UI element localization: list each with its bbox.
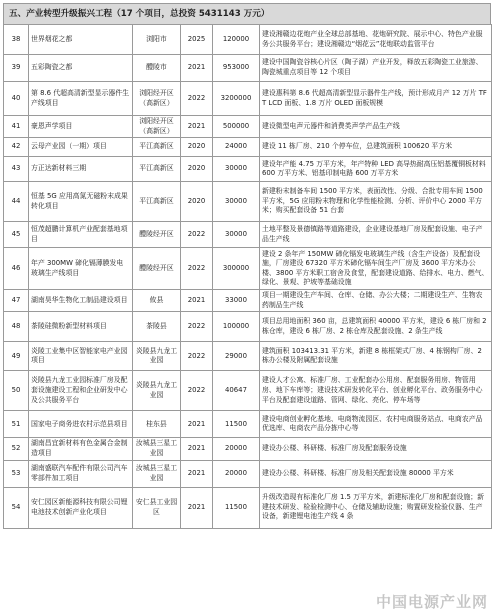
project-location: 平江高新区: [133, 157, 181, 182]
project-location: 汝城县三星工业园: [133, 460, 181, 487]
project-name: 恒茂超鹏计算机产业配套基地项目: [29, 222, 133, 248]
project-location: 浏阳经开区（高新区）: [133, 82, 181, 116]
project-investment: 30000: [213, 157, 260, 182]
project-investment: 30000: [213, 222, 260, 248]
project-description: 项目一期建设生产车间、仓库、仓储、办公大楼；二期建设生产、生物农药制品生产线: [260, 290, 492, 312]
row-number: 52: [4, 438, 29, 460]
project-description: 建设湘赣边花炮产业全球总部基地、花炮研究院、展示中心、特色产业服务公共服务平台；建设湘赣边“烟花云”花炮联动监管平台: [260, 25, 492, 55]
project-investment: 29000: [213, 342, 260, 371]
project-name: 五彩陶瓷之都: [29, 55, 133, 82]
project-description: 建设 2 条年产 150MW 碲化镉发电玻璃生产线（含生产设备）及配套设施，厂房建设 67320 平方米碲化镉车间生产厂房及 3600 平方米办公楼、3800 平方米职工宿舍及食堂，配套建设道路、给排水、电力、燃气、绿化、景观、护坡等基础设施: [260, 248, 492, 290]
project-name: 湖南昊华生物化工制品建设项目: [29, 290, 133, 312]
table-row: [4, 25, 492, 55]
project-name: 恒基 5G 应用高氮无磁粉末成果转化项目: [29, 182, 133, 222]
project-location: 平江高新区: [133, 182, 181, 222]
project-description: 新建粉末制备车间 1500 平方米，表面改性、分级、合批专用车间 1500 平方米，5G 应用粉末物理和化学性能检测、分析、评价中心 2000 平方米；购买配套设备 51 台套: [260, 182, 492, 222]
project-year: 2021: [181, 438, 213, 460]
table-row: [4, 411, 492, 438]
project-investment: 24000: [213, 138, 260, 157]
row-number: 53: [4, 460, 29, 487]
project-investment: 30000: [213, 182, 260, 222]
project-description: 建设办公楼、科研楼、标准厂房及配套服务设施: [260, 438, 492, 460]
table-row: [4, 138, 492, 157]
project-description: 建设电商创业孵化基地、电商物流园区、农村电商服务站点、电商农产品优选库、电商农产品分拣中心等: [260, 411, 492, 438]
project-year: 2025: [181, 25, 213, 55]
project-year: 2020: [181, 157, 213, 182]
project-description: 建设微型电声元器件和消费类声学产品生产线: [260, 116, 492, 138]
project-investment: 120000: [213, 25, 260, 55]
project-year: 2022: [181, 82, 213, 116]
section-title: 五、产业转型升级振兴工程（17 个项目，总投资 5431143 万元）: [3, 3, 491, 25]
project-year: 2021: [181, 55, 213, 82]
project-location: 炎陵县九龙工业园: [133, 371, 181, 411]
project-year: 2022: [181, 222, 213, 248]
row-number: 40: [4, 82, 29, 116]
project-year: 2020: [181, 138, 213, 157]
project-year: 2021: [181, 460, 213, 487]
row-number: 50: [4, 371, 29, 411]
row-number: 51: [4, 411, 29, 438]
project-name: 湖南盛联汽车配件有限公司汽车零部件加工项目: [29, 460, 133, 487]
project-description: 建设办公楼、科研楼、标准厂房及相关配套设施 80000 平方米: [260, 460, 492, 487]
project-investment: 953000: [213, 55, 260, 82]
table-row: [4, 222, 492, 248]
project-description: 项目总用地面积 360 亩，总建筑面积 40000 平方米，建设 6 栋厂房和 2 栋仓库，建设 6 栋厂房、2 栋仓库及配套设施、2 条生产线: [260, 312, 492, 342]
table-row: [4, 460, 492, 487]
project-name: 炎陵工业集中区智能家电产业园项目: [29, 342, 133, 371]
watermark: 中国电源产业网: [375, 593, 488, 611]
project-year: 2021: [181, 116, 213, 138]
row-number: 49: [4, 342, 29, 371]
project-location: 浏阳市: [133, 25, 181, 55]
project-location: 醴陵市: [133, 55, 181, 82]
project-location: 安仁县工业园区: [133, 487, 181, 528]
table-row: [4, 248, 492, 290]
project-investment: 20000: [213, 438, 260, 460]
project-name: 安仁园区新能源科技有限公司锂电池技术创新产业化项目: [29, 487, 133, 528]
project-investment: 300000: [213, 248, 260, 290]
project-location: 炎陵县九龙工业园: [133, 342, 181, 371]
row-number: 42: [4, 138, 29, 157]
project-year: 2021: [181, 290, 213, 312]
project-year: 2022: [181, 342, 213, 371]
project-location: 平江高新区: [133, 138, 181, 157]
project-name: 世界烟花之都: [29, 25, 133, 55]
table-row: [4, 371, 492, 411]
project-location: 醴陵经开区: [133, 222, 181, 248]
project-investment: 11500: [213, 487, 260, 528]
project-description: 建设惠科第 8.6 代超高清新型显示器件生产线，预计形成月产 12 万片 TFT LCD 面板、1.8 万片 OLED 面板规模: [260, 82, 492, 116]
project-year: 2021: [181, 487, 213, 528]
row-number: 38: [4, 25, 29, 55]
row-number: 45: [4, 222, 29, 248]
row-number: 43: [4, 157, 29, 182]
project-description: 升级改造现有标准化厂房 1.5 万平方米，新建标准化厂房和配套设施；新建技术研发、检验检测中心、仓储及辅助设施；购置研发检验仪器、生产设备，新建锂电池生产线 4 条: [260, 487, 492, 528]
row-number: 44: [4, 182, 29, 222]
project-description: 土地平整及景德镇路等道路建设，企业建设基地厂房及配套设施、电子产品生产线: [260, 222, 492, 248]
table-row: [4, 116, 492, 138]
project-investment: 3200000: [213, 82, 260, 116]
table-row: [4, 157, 492, 182]
project-year: 2022: [181, 371, 213, 411]
table-row: [4, 487, 492, 528]
row-number: 54: [4, 487, 29, 528]
project-name: 豪恩声学项目: [29, 116, 133, 138]
project-investment: 40647: [213, 371, 260, 411]
project-year: 2022: [181, 248, 213, 290]
row-number: 47: [4, 290, 29, 312]
row-number: 39: [4, 55, 29, 82]
project-table: [3, 24, 492, 529]
project-description: 建设 11 栋厂房、210 个停车位，总建筑面积 100620 平方米: [260, 138, 492, 157]
project-year: 2022: [181, 312, 213, 342]
project-description: 建设人才公寓、标准厂房、工业配套办公用房、配套服务用房、物管用房、地下车库等；建设技术研发转化平台、创业孵化平台、政务服务中心平台及配套建设道路、管网、绿化、亮化、停车场等: [260, 371, 492, 411]
project-description: 建设年产能 4.75 万平方米，年产特种 LED 高导热耐高压铝基覆铜板材料 600 万平方米、铝基印制电路 600 万平方米: [260, 157, 492, 182]
project-location: 茶陵县: [133, 312, 181, 342]
project-location: 桂东县: [133, 411, 181, 438]
table-row: [4, 55, 492, 82]
project-name: 云母产业园（一期）项目: [29, 138, 133, 157]
project-description: 建筑面积 103413.31 平方米，新建 8 栋框架式厂房、4 栋钢构厂房、2 栋办公楼及附属配套设施: [260, 342, 492, 371]
table-row: [4, 438, 492, 460]
project-location: 攸县: [133, 290, 181, 312]
table-row: [4, 312, 492, 342]
project-name: 炎陵县九龙工业园标准厂房及配套设施建设工程和企业研发中心及公共服务平台: [29, 371, 133, 411]
project-investment: 11500: [213, 411, 260, 438]
project-name: 第 8.6 代超高清新型显示器件生产线项目: [29, 82, 133, 116]
project-location: 汝城县三星工业园: [133, 438, 181, 460]
row-number: 41: [4, 116, 29, 138]
table-row: [4, 182, 492, 222]
project-investment: 20000: [213, 460, 260, 487]
table-row: [4, 82, 492, 116]
project-name: 年产 300MW 碲化镉薄膜发电玻璃生产线项目: [29, 248, 133, 290]
project-name: 国家电子商务进农村示范县项目: [29, 411, 133, 438]
project-investment: 500000: [213, 116, 260, 138]
project-name: 茶陵硅微粉新型材料项目: [29, 312, 133, 342]
project-name: 方正达新材料三期: [29, 157, 133, 182]
project-year: 2021: [181, 411, 213, 438]
project-name: 湖南昌宜新材料有色金属合金制造项目: [29, 438, 133, 460]
project-location: 醴陵经开区: [133, 248, 181, 290]
table-row: [4, 290, 492, 312]
project-year: 2020: [181, 182, 213, 222]
project-investment: 100000: [213, 312, 260, 342]
project-investment: 33000: [213, 290, 260, 312]
table-row: [4, 342, 492, 371]
project-description: 建设中国陶瓷谷核心片区（陶子湖）产业开发，释放五彩陶瓷工业旅游、陶瓷城重点项目等 12 个项目: [260, 55, 492, 82]
row-number: 46: [4, 248, 29, 290]
row-number: 48: [4, 312, 29, 342]
project-location: 浏阳经开区（高新区）: [133, 116, 181, 138]
